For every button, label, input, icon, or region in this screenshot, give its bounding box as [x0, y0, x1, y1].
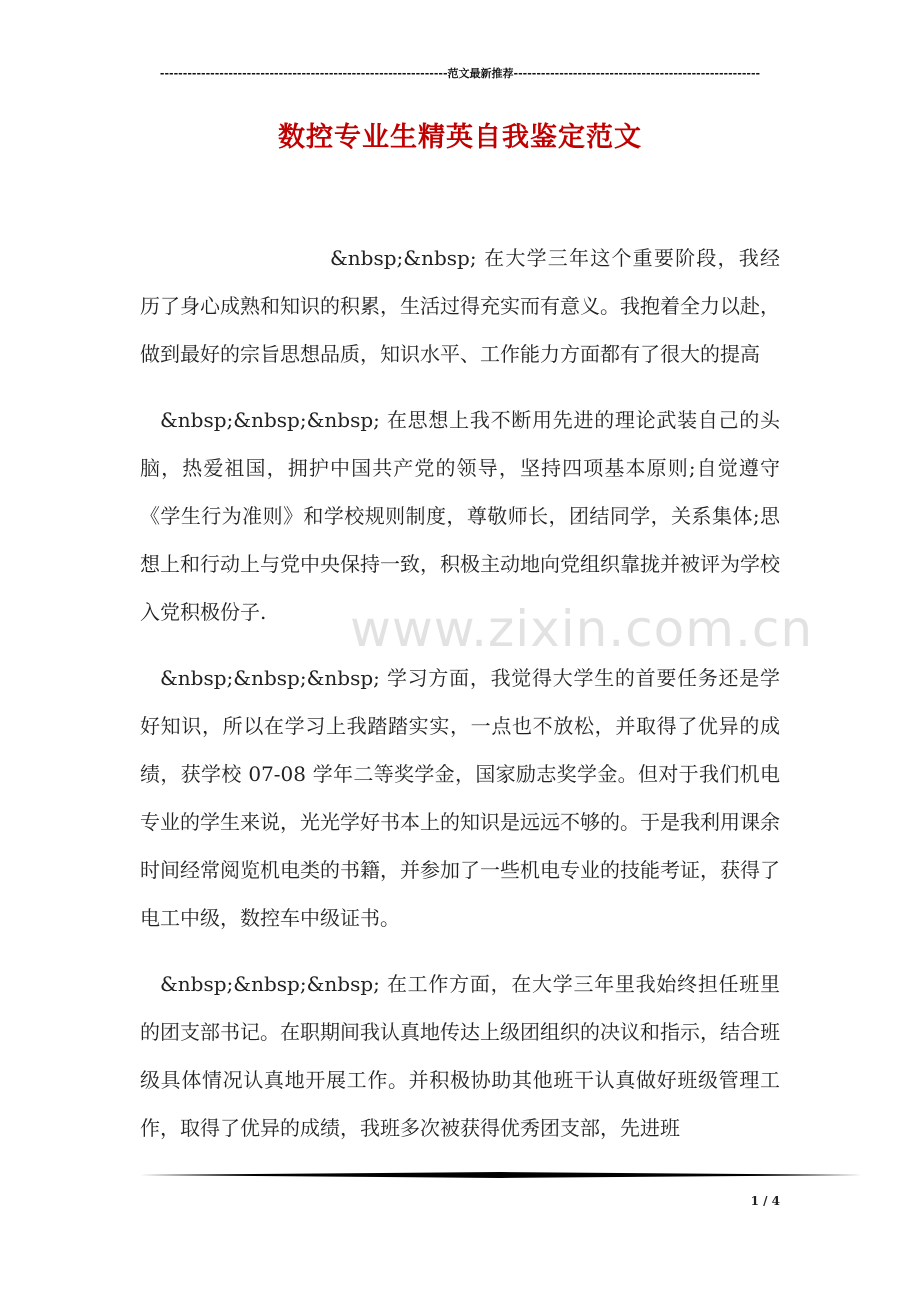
footer-divider [140, 1172, 862, 1178]
paragraph-intro: &nbsp;&nbsp; 在大学三年这个重要阶段，我经历了身心成熟和知识的积累，生活过得充实而有意义。我抱着全力以赴，做到最好的宗旨思想品质，知识水平、工作能力方面都有了很大的提高 [140, 246, 780, 366]
paragraph-thought: &nbsp;&nbsp;&nbsp; 在思想上我不断用先进的理论武装自己的头脑，热爱祖国，拥护中国共产党的领导，坚持四项基本原则;自觉遵守《学生行为准则》和学校规则制度，尊敬师长，团结同学，关系集体;思想上和行动上与党中央保持一致，积极主动地向党组织靠拢并被评为学校入党积极份子. [140, 408, 780, 624]
document-body [140, 234, 780, 1170]
paragraph-study: &nbsp;&nbsp;&nbsp; 学习方面，我觉得大学生的首要任务还是学好知识，所以在学习上我踏踏实实，一点也不放松，并取得了优异的成绩，获学校 07-08 学年二等奖学金，国家励志奖学金。但对于我们机电专业的学生来说，光光学好书本上的知识是远远不够的。于是我利用课余时间经常阅览机电类的书籍，并参加了一些机电专业的技能考证，获得了电工中级，数控车中级证书。 [140, 666, 780, 930]
paragraph-work: &nbsp;&nbsp;&nbsp; 在工作方面，在大学三年里我始终担任班里的团支部书记。在职期间我认真地传达上级团组织的决议和指示，结合班级具体情况认真地开展工作。并积极协助其他班干认真做好班级管理工作，取得了优异的成绩，我班多次被获得优秀团支部，先进班 [140, 972, 780, 1140]
page-number: 1 / 4 [750, 1194, 780, 1208]
site-watermark: www.zixin.com.cn [350, 600, 814, 658]
document-title: 数控专业生精英自我鉴定范文 [278, 122, 642, 153]
page-header-banner: ---------------------------------------------------------------范文最新推荐------------------------------------------------------ [159, 67, 761, 80]
